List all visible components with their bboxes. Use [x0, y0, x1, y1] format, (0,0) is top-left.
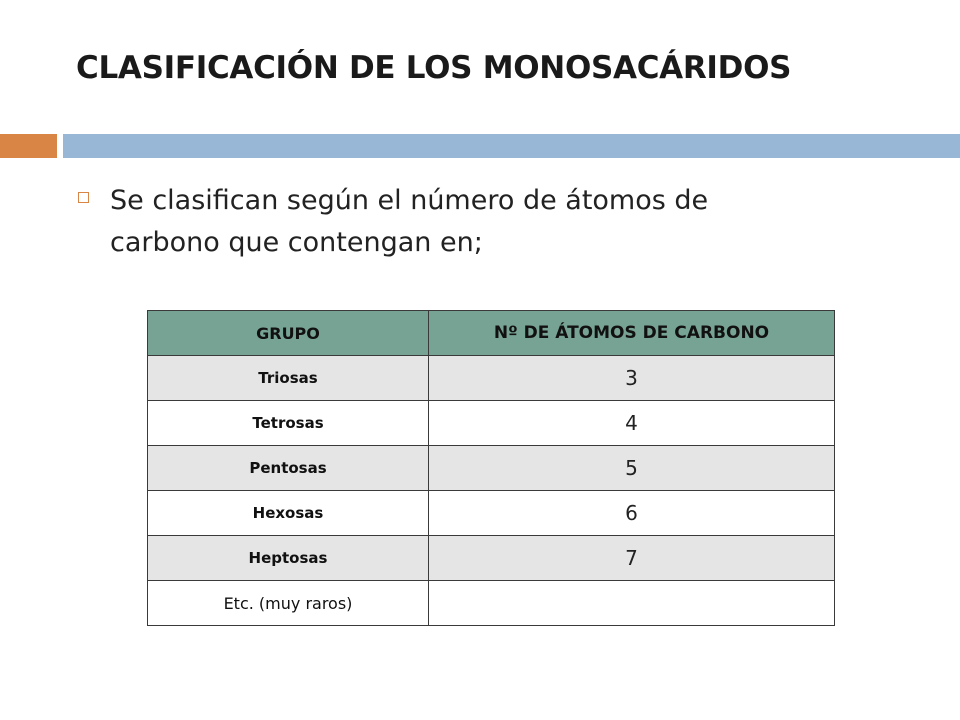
table-row: [148, 401, 835, 446]
table-row: [148, 446, 835, 491]
bullet-text: Se clasifican según el número de átomos de carbono que contengan en;: [110, 185, 709, 258]
carbon-count-cell: 3: [429, 356, 835, 401]
table-row: [148, 581, 835, 626]
group-cell: Triosas: [148, 356, 429, 401]
bullet-point: [78, 180, 818, 264]
carbon-count-cell: 5: [429, 446, 835, 491]
carbon-count-cell: [429, 581, 835, 626]
table-row: [148, 356, 835, 401]
carbon-count-cell: 4: [429, 401, 835, 446]
group-cell: Tetrosas: [148, 401, 429, 446]
table-row: [148, 491, 835, 536]
table-row: [148, 536, 835, 581]
slide-title: CLASIFICACIÓN DE LOS MONOSACÁRIDOS: [76, 50, 792, 86]
group-cell: Pentosas: [148, 446, 429, 491]
group-cell: Etc. (muy raros): [148, 581, 429, 626]
square-bullet-icon: [78, 192, 89, 203]
carbon-count-cell: 7: [429, 536, 835, 581]
monosaccharide-table: [147, 310, 835, 626]
column-header-group: GRUPO: [148, 311, 429, 356]
title-underline-bar: [63, 134, 960, 158]
table-header-row: [148, 311, 835, 356]
group-cell: Hexosas: [148, 491, 429, 536]
title-accent-bar: [0, 134, 57, 158]
group-cell: Heptosas: [148, 536, 429, 581]
carbon-count-cell: 6: [429, 491, 835, 536]
column-header-carbons: Nº DE ÁTOMOS DE CARBONO: [429, 311, 835, 356]
